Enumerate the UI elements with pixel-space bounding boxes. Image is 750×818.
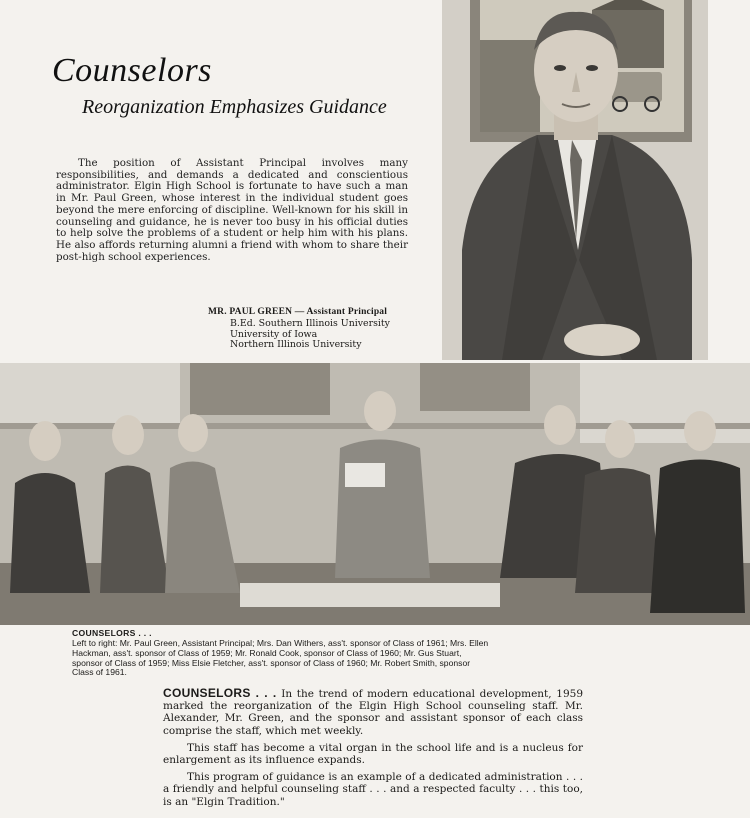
degree-line: University of Iowa — [230, 328, 318, 340]
group-illustration — [0, 363, 750, 625]
article-paragraph: This program of guidance is an example of a dedicated administration . . . a friendly and helpful counseling staff . . . and a respected faculty . . . this too, is an "Elgin Tradition." — [163, 771, 583, 808]
portrait-degrees — [230, 319, 390, 351]
article-paragraph: This staff has become a vital organ in the school life and is a nucleus for enlargement as its influence expands. — [163, 741, 583, 767]
article-body — [163, 687, 583, 813]
portrait-photo — [442, 0, 708, 360]
page-subtitle: Reorganization Emphasizes Guidance — [82, 96, 387, 118]
article-paragraph — [163, 687, 583, 737]
intro-paragraph: The position of Assistant Principal involves many responsibilities, and demands a dedicated and conscientious administrator. Elgin High School is fortunate to have such a man in Mr. Paul Green, whose interest in the individual student goes beyond the mere enforcing of discipline. Well-known for his skill in counseling and guidance, he is never too busy in his official duties to help solve the problems of a student or help him with his plans. He also affords returning alumni a friend with whom to share their post-high school experiences. — [56, 157, 408, 263]
article-paragraph-text: In the trend of modern educational development, 1959 marked the reorganization of the Elgin High School counseling staff. Mr. Alexander, Mr. Green, and the sponsor and assistant sponsor of each class comprise the staff, which met weekly. — [163, 688, 584, 737]
portrait-illustration — [442, 0, 708, 360]
page-title: Counselors — [52, 52, 212, 89]
degree-line: B.Ed. Southern Illinois University — [230, 318, 390, 329]
article-lead: COUNSELORS . . . — [163, 686, 277, 700]
group-caption-heading: COUNSELORS . . . — [72, 628, 152, 638]
group-caption-text: Left to right: Mr. Paul Green, Assistant Principal; Mrs. Dan Withers, ass't. sponsor of Class of 1961; Mrs. Ellen Hackman, ass't. sponsor of Class of 1959; Mr. Ronald Cook, sponsor of Class of 1960; Mr. Gus Stuart, sponsor of Class of 1959; Miss Elsie Fletcher, ass't. sponsor of Class of 1960; Mr. Robert Smith, sponsor Class of 1961. — [72, 638, 489, 678]
group-photo — [0, 363, 750, 625]
degree-line: Northern Illinois University — [230, 339, 362, 351]
portrait-caption-name: MR. PAUL GREEN — Assistant Principal — [208, 307, 388, 317]
